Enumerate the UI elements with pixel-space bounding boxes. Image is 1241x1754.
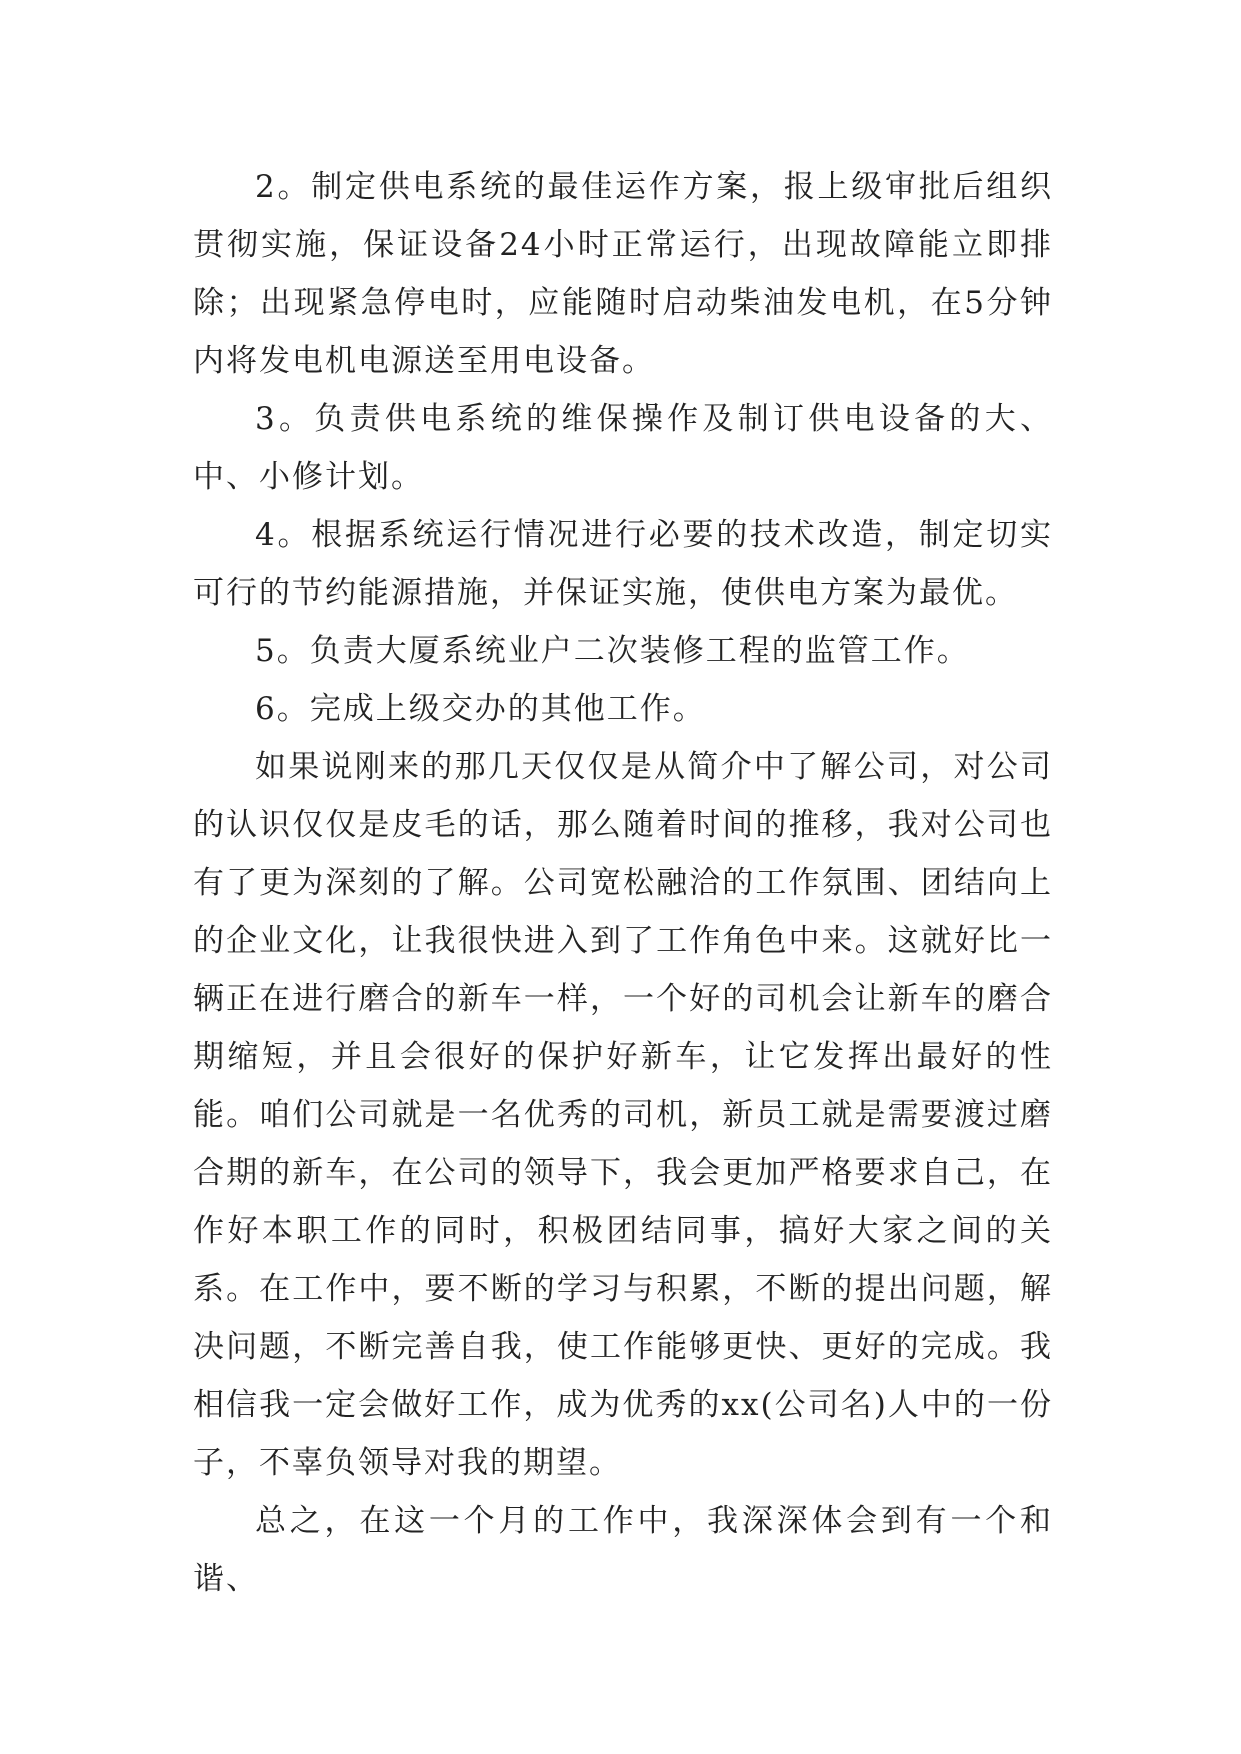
paragraph-item-2: 2。制定供电系统的最佳运作方案，报上级审批后组织贯彻实施，保证设备24小时正常运行，出现故障能立即排除；出现紧急停电时，应能随时启动柴油发电机，在5分钟内将发电机电源送至用电设备。 — [193, 169, 1053, 379]
paragraph-summary: 总之，在这一个月的工作中，我深深体会到有一个和谐、 — [193, 1503, 1053, 1597]
paragraph-company-impression: 如果说刚来的那几天仅仅是从简介中了解公司，对公司的认识仅仅是皮毛的话，那么随着时间的推移，我对公司也有了更为深刻的了解。公司宽松融洽的工作氛围、团结向上的企业文化，让我很快进入到了工作角色中来。这就好比一辆正在进行磨合的新车一样，一个好的司机会让新车的磨合期缩短，并且会很好的保护好新车，让它发挥出最好的性能。咱们公司就是一名优秀的司机，新员工就是需要渡过磨合期的新车，在公司的领导下，我会更加严格要求自己，在作好本职工作的同时，积极团结同事，搞好大家之间的关系。在工作中，要不断的学习与积累，不断的提出问题，解决问题，不断完善自我，使工作能够更快、更好的完成。我相信我一定会做好工作，成为优秀的xx(公司名)人中的一份子，不辜负领导对我的期望。 — [193, 749, 1053, 1481]
paragraph-item-3: 3。负责供电系统的维保操作及制订供电设备的大、中、小修计划。 — [193, 401, 1053, 495]
paragraph-item-4: 4。根据系统运行情况进行必要的技术改造，制定切实可行的节约能源措施，并保证实施，使供电方案为最优。 — [193, 517, 1053, 611]
paragraph-item-6: 6。完成上级交办的其他工作。 — [255, 691, 706, 727]
paragraph-item-5: 5。负责大厦系统业户二次装修工程的监管工作。 — [255, 633, 970, 669]
document-body — [193, 158, 1053, 1608]
